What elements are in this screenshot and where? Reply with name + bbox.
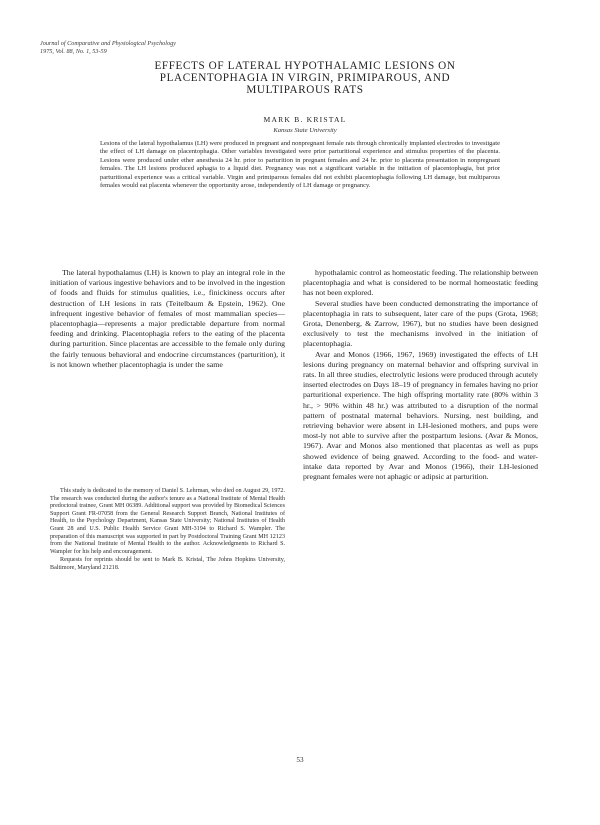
article-title	[70, 60, 540, 96]
journal-header	[40, 40, 176, 56]
abstract: Lesions of the lateral hypothalamus (LH) were produced in pregnant and nonpregnant female rats through chronically implanted electrodes to investigate the effect of LH damage on placentophagia. Other variables investigated were prior parturitional experience and stimulus properties of the placenta. Lesions were produced under ether anesthesia 24 hr. prior to parturition in pregnant females and 24 hr. prior to placenta presentation in nonpregnant females. The LH lesions produced aphagia to a liquid diet. Pregnancy was not a significant variable in the initiation of placentophagia, but prior parturitional experience was a critical variable. Virgin and primiparous females did not exhibit placentophagia following LH damage, but multiparous females would eat placenta whenever the opportunity arose, independently of LH damage or pregnancy.	[100, 140, 500, 190]
body-paragraph: hypothalamic control as homeostatic feeding. The relationship between placentophagia and what is considered to be normal homeostatic feeding has not been explored.	[303, 268, 538, 298]
title-line-2: PLACENTOPHAGIA IN VIRGIN, PRIMIPAROUS, AND	[159, 72, 451, 84]
left-column	[50, 268, 285, 370]
journal-name: Journal of Comparative and Physiological Psychology	[40, 40, 176, 47]
body-paragraph: Several studies have been conducted demonstrating the importance of placentophagia in rats to subsequent, later care of the pups (Grota, 1968; Grota, Denenberg, & Zarrow, 1967), but no studies have been designed exclusively to test the mechanisms involved in the initiation of placentophagia.	[303, 298, 538, 349]
right-column	[303, 268, 538, 482]
footnotes	[50, 488, 285, 573]
page-number: 53	[296, 756, 304, 764]
footnote-dedication: This study is dedicated to the memory of Daniel S. Lehrman, who died on August 29, 1972. The research was conducted during the author's tenure as a National Institute of Mental Health predoctoral trainee, Grant MH 06389. Additional support was provided by Biomedical Sciences Support Grant FR-07058 from the General Research Support Branch, National Institutes of Health, to the Psychology Department, Kansas State University; National Institutes of Health Grant 28 and U.S. Public Health Service Grant MH-3194 to Richard S. Wampler. The preparation of this manuscript was supported in part by Postdoctoral Training Grant MH 12123 from the National Institute of Mental Health to the author. Acknowledgments to Richard S. Wampler for his help and encouragement.	[50, 488, 285, 555]
footnote-reprints: Requests for reprints should be sent to Mark B. Kristal, The Johns Hopkins University, Baltimore, Maryland 21218.	[50, 557, 285, 571]
author-affiliation: Kansas State University	[273, 127, 337, 134]
author-name: MARK B. KRISTAL	[263, 115, 347, 124]
body-paragraph: The lateral hypothalamus (LH) is known to play an integral role in the initiation of various ingestive behaviors and to be involved in the ingestion of foods and fluids for stimulus qualities, i.e., finickiness occurs after destruction of LH lesions in rats (Teitelbaum & Epstein, 1962). One infrequent ingestive behavior of females of most mammalian species—placentophagia—represents a major predictable departure from normal feeding and drinking. Placentophagia refers to the eating of the placenta during parturition. Since placentas are accessible to the female only during the fairly tenuous behavioral and endocrine circumstances (parturition), it is not known whether placentophagia is under the same	[50, 268, 285, 369]
journal-volume: 1975, Vol. 88, No. 1, 53-59	[40, 48, 107, 55]
title-line-3: MULTIPAROUS RATS	[246, 84, 364, 96]
body-paragraph: Avar and Monos (1966, 1967, 1969) investigated the effects of LH lesions during pregnancy on maternal behavior and offspring survival in rats. In all three studies, electrolytic lesions were produced through acutely inserted electrodes on Days 18–19 of pregnancy in females having no prior parturitional experience. The high offspring mortality rate (80% within 3 hr., > 90% within 48 hr.) was attributed to a disruption of the normal pattern of postnatal maternal behaviors. Nursing, nest building, and retrieving behavior were absent in LH-lesioned mothers, and pups were most-ly not able to survive after the postpartum lesions. (Avar & Monos, 1967). Avar and Monos also mentioned that placentas as well as pups showed evidence of being gnawed. According to the food- and water-intake data reported by Avar and Monos (1966), their LH-lesioned pregnant females were not aphagic or adipsic at parturition.	[303, 349, 538, 482]
title-line-1: EFFECTS OF LATERAL HYPOTHALAMIC LESIONS ON	[154, 60, 456, 72]
